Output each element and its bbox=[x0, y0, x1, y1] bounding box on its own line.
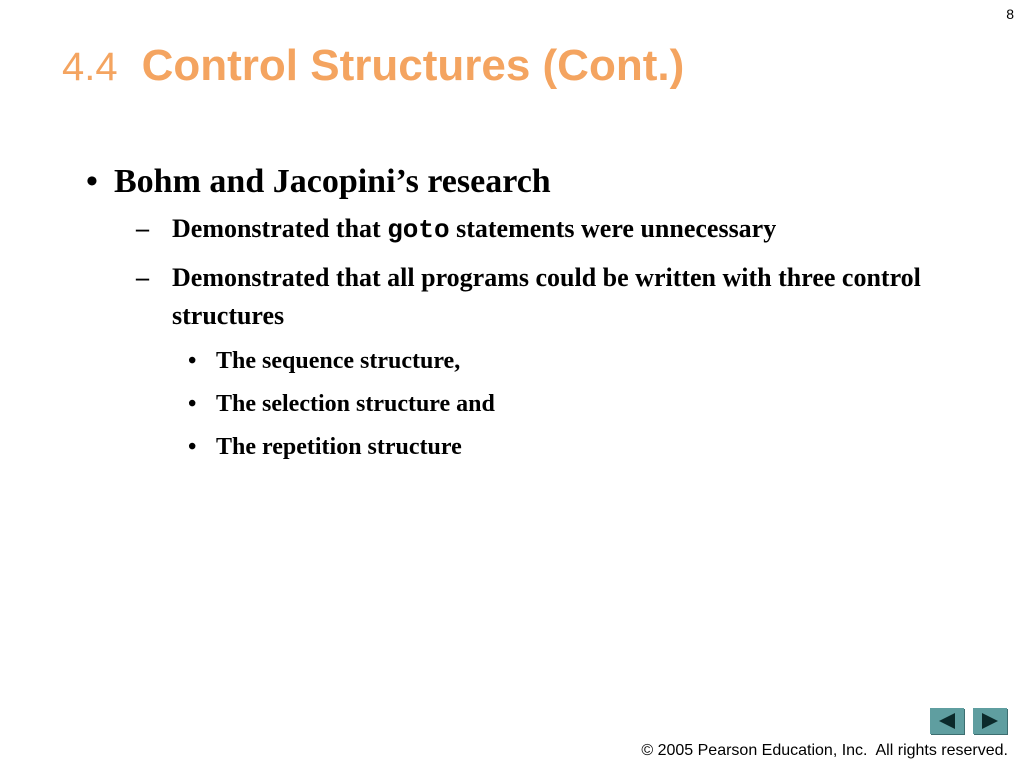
list-item-selection bbox=[86, 388, 946, 420]
bullet-marker: • bbox=[86, 163, 98, 200]
bullet-marker: • bbox=[188, 348, 197, 374]
bullet-main bbox=[86, 160, 946, 204]
bullet-marker: • bbox=[188, 391, 197, 417]
triangle-left-icon bbox=[937, 712, 957, 730]
next-slide-button[interactable] bbox=[973, 708, 1007, 734]
page-number: 8 bbox=[1006, 6, 1014, 22]
sub-bullet-three-structures-text: Demonstrated that all programs could be written with three control structures bbox=[172, 263, 921, 330]
dash-marker: – bbox=[136, 263, 149, 292]
triangle-right-icon bbox=[980, 712, 1000, 730]
slide-content bbox=[86, 160, 946, 474]
copyright-footer: © 2005 Pearson Education, Inc. All rights reserved. bbox=[641, 742, 1008, 759]
list-item-text: The repetition structure bbox=[216, 434, 462, 460]
title-section-number: 4.4 bbox=[62, 45, 118, 89]
list-item-repetition bbox=[86, 431, 946, 463]
sub-bullet-goto-before: Demonstrated that bbox=[172, 214, 388, 243]
slide-navigation bbox=[930, 708, 1007, 734]
previous-slide-button[interactable] bbox=[930, 708, 964, 734]
title-heading: Control Structures (Cont.) bbox=[141, 41, 685, 90]
list-item-text: The selection structure and bbox=[216, 391, 495, 417]
sub-bullet-goto-after: statements were unnecessary bbox=[449, 214, 777, 243]
dash-marker: – bbox=[136, 214, 149, 243]
sub-bullet-three-structures bbox=[86, 259, 946, 335]
bullet-main-text: Bohm and Jacopini’s research bbox=[114, 163, 551, 200]
sub-bullet-goto bbox=[86, 210, 946, 249]
goto-keyword: goto bbox=[387, 215, 450, 245]
list-item-sequence bbox=[86, 345, 946, 377]
slide-title bbox=[62, 41, 685, 90]
bullet-marker: • bbox=[188, 434, 197, 460]
list-item-text: The sequence structure, bbox=[216, 348, 461, 374]
